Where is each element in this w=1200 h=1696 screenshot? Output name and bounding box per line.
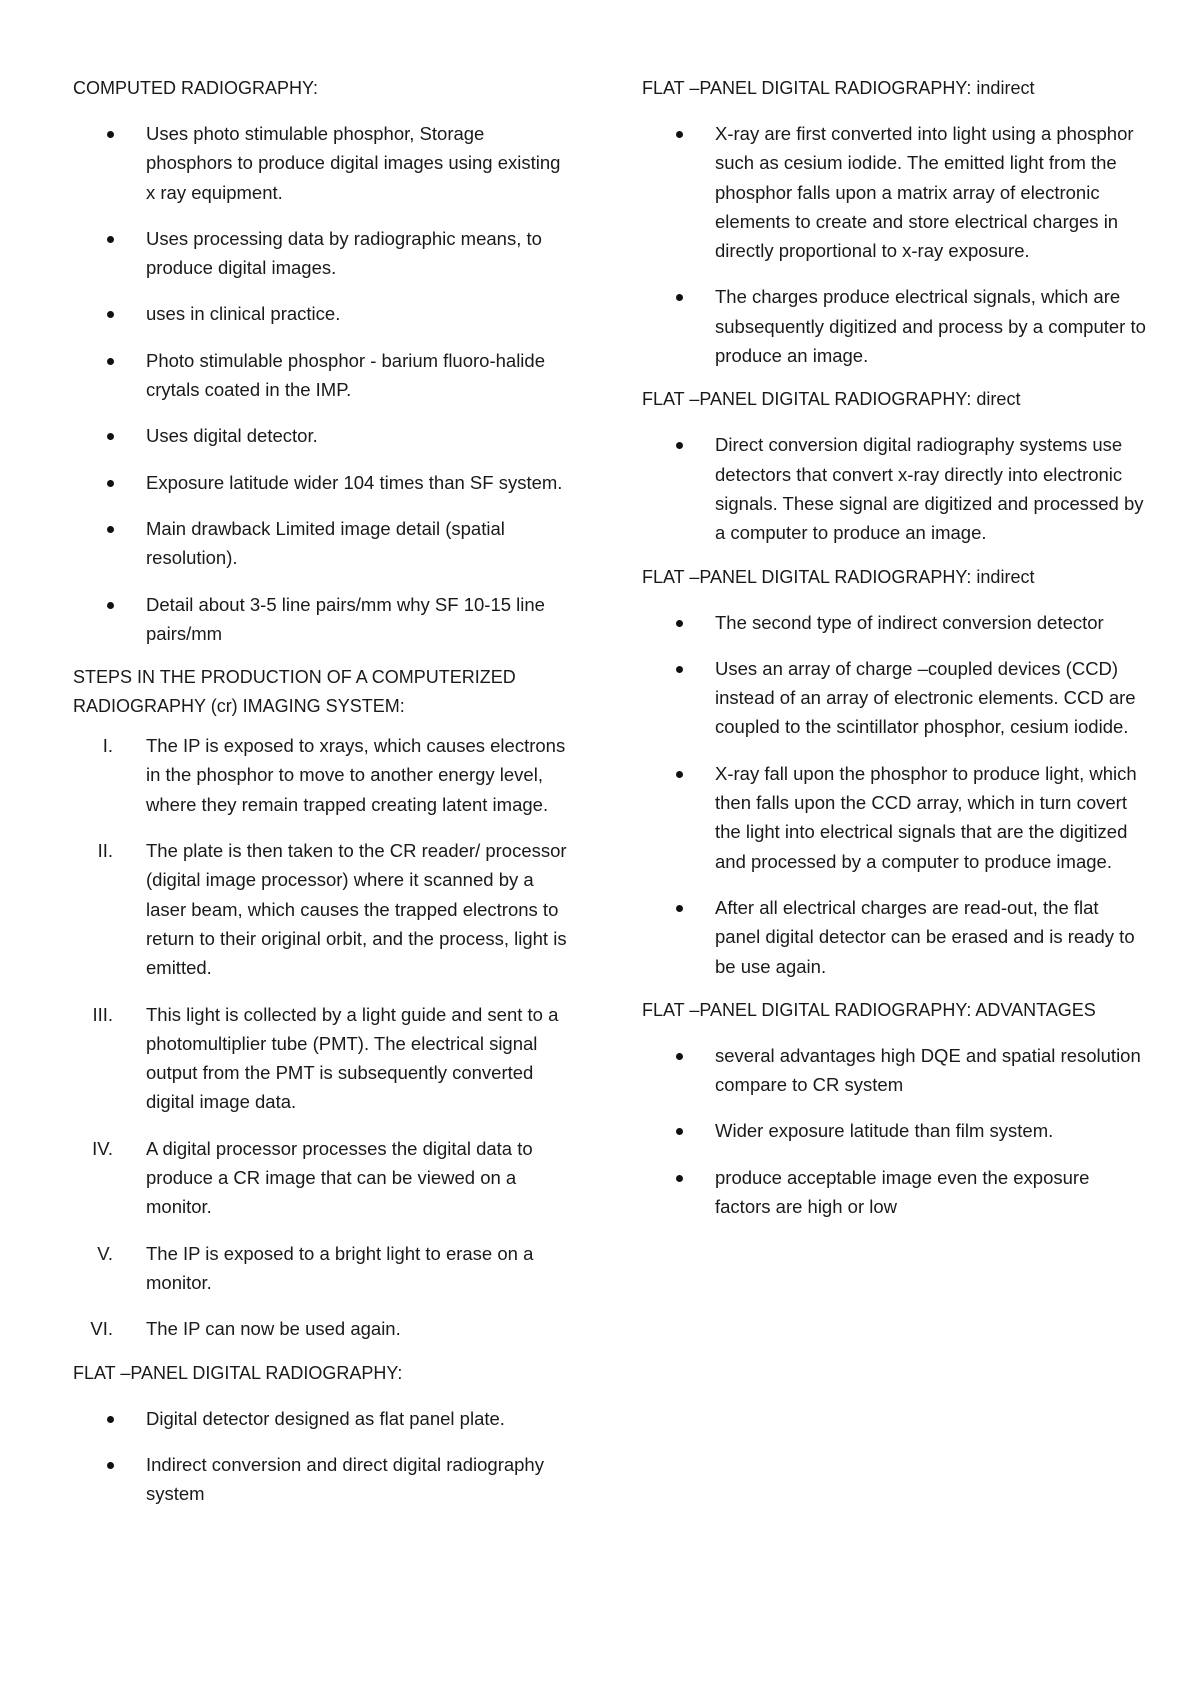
bullet-icon	[676, 1053, 683, 1060]
direct-bullet-list	[642, 430, 1147, 547]
list-item: Exposure latitude wider 104 times than SF system.	[73, 468, 573, 497]
cr-heading: COMPUTED RADIOGRAPHY:	[73, 78, 319, 98]
direct-heading: FLAT –PANEL DIGITAL RADIOGRAPHY: direct	[642, 389, 1021, 410]
bullet-icon	[107, 480, 114, 487]
step-item: IV. A digital processor processes the digital data to produce a CR image that can be viewed on a monitor.	[73, 1134, 573, 1222]
bullet-icon	[676, 1175, 683, 1182]
bullet-icon	[676, 620, 683, 627]
bullet-icon	[676, 905, 683, 912]
list-item: Uses processing data by radiographic means, to produce digital images.	[73, 224, 573, 283]
bullet-icon	[676, 771, 683, 778]
step-number: VI.	[90, 1318, 113, 1340]
step-item: I. The IP is exposed to xrays, which causes electrons in the phosphor to move to another energy level, where they remain trapped creating latent image.	[73, 731, 573, 819]
indirect-heading: FLAT –PANEL DIGITAL RADIOGRAPHY: indirect	[642, 78, 1035, 98]
indirect-bullet-list	[642, 119, 1147, 370]
step-item: III. This light is collected by a light guide and sent to a photomultiplier tube (PMT). The electrical signal output from the PMT is subsequently converted digital image data.	[73, 1000, 573, 1117]
advantages-bullet-list	[642, 1041, 1147, 1221]
list-item: produce acceptable image even the exposure factors are high or low	[642, 1163, 1147, 1222]
bullet-icon	[107, 311, 114, 318]
bullet-icon	[676, 1128, 683, 1135]
list-item: Indirect conversion and direct digital radiography system	[73, 1450, 573, 1509]
left-column	[73, 74, 573, 1525]
step-number: II.	[97, 840, 113, 862]
list-item: Uses digital detector.	[73, 421, 573, 450]
list-item: Detail about 3-5 line pairs/mm why SF 10-15 line pairs/mm	[73, 590, 573, 649]
bullet-icon	[676, 294, 683, 301]
step-item: VI. The IP can now be used again.	[73, 1314, 573, 1343]
step-number: V.	[97, 1242, 113, 1264]
right-column	[642, 74, 1147, 1238]
list-item: Uses an array of charge –coupled devices (CCD) instead of an array of electronic elements. CCD are coupled to the scintillator phosphor, cesium iodide.	[642, 654, 1147, 742]
list-item: After all electrical charges are read-out, the flat panel digital detector can be erased and is ready to be use again.	[642, 893, 1147, 981]
list-item: uses in clinical practice.	[73, 299, 573, 328]
bullet-icon	[676, 666, 683, 673]
indirect-ccd-heading: FLAT –PANEL DIGITAL RADIOGRAPHY: indirect	[642, 566, 1035, 587]
bullet-icon	[107, 602, 114, 609]
step-number: I.	[102, 735, 113, 757]
step-number: IV.	[92, 1137, 113, 1159]
bullet-icon	[676, 131, 683, 138]
bullet-icon	[107, 131, 114, 138]
list-item: Main drawback Limited image detail (spatial resolution).	[73, 514, 573, 573]
steps-heading: STEPS IN THE PRODUCTION OF A COMPUTERIZED RADIOGRAPHY (cr) IMAGING SYSTEM:	[73, 667, 516, 717]
bullet-icon	[107, 358, 114, 365]
list-item: The charges produce electrical signals, which are subsequently digitized and process by a computer to produce an image.	[642, 282, 1147, 370]
advantages-heading: FLAT –PANEL DIGITAL RADIOGRAPHY: ADVANTAGES	[642, 999, 1096, 1020]
list-item: several advantages high DQE and spatial resolution compare to CR system	[642, 1041, 1147, 1100]
list-item: X-ray are first converted into light using a phosphor such as cesium iodide. The emitted light from the phosphor falls upon a matrix array of electronic elements to create and store electrical charges in directly proportional to x-ray exposure.	[642, 119, 1147, 265]
flat-panel-bullet-list	[73, 1404, 573, 1509]
steps-list	[73, 731, 573, 1343]
list-item: Uses photo stimulable phosphor, Storage phosphors to produce digital images using existing x ray equipment.	[73, 119, 573, 207]
bullet-icon	[107, 526, 114, 533]
list-item: Photo stimulable phosphor - barium fluoro-halide crytals coated in the IMP.	[73, 346, 573, 405]
list-item: X-ray fall upon the phosphor to produce light, which then falls upon the CCD array, which in turn covert the light into electrical signals that are the digitized and processed by a computer to produce image.	[642, 759, 1147, 876]
step-item: II. The plate is then taken to the CR reader/ processor (digital image processor) where it scanned by a laser beam, which causes the trapped electrons to return to their original orbit, and the process, light is emitted.	[73, 836, 573, 982]
bullet-icon	[676, 442, 683, 449]
step-number: III.	[92, 1003, 113, 1025]
list-item: Wider exposure latitude than film system.	[642, 1116, 1147, 1145]
list-item: The second type of indirect conversion detector	[642, 608, 1147, 637]
bullet-icon	[107, 236, 114, 243]
bullet-icon	[107, 1462, 114, 1469]
bullet-icon	[107, 433, 114, 440]
step-item: V. The IP is exposed to a bright light to erase on a monitor.	[73, 1239, 573, 1298]
list-item: Digital detector designed as flat panel plate.	[73, 1404, 573, 1433]
list-item: Direct conversion digital radiography systems use detectors that convert x-ray directly into electronic signals. These signal are digitized and processed by a computer to produce an image.	[642, 430, 1147, 547]
bullet-icon	[107, 1416, 114, 1423]
flat-panel-heading: FLAT –PANEL DIGITAL RADIOGRAPHY:	[73, 1362, 403, 1383]
indirect-ccd-bullet-list	[642, 608, 1147, 981]
cr-bullet-list	[73, 119, 573, 648]
